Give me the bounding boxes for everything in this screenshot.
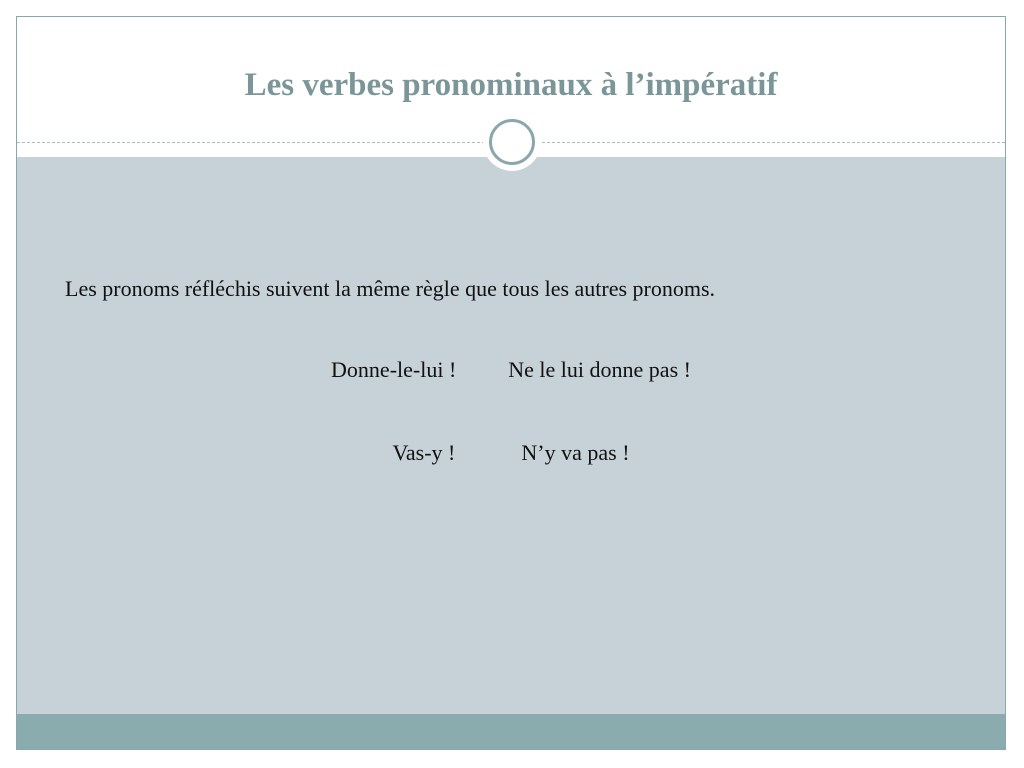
example-affirmative: Vas-y ! — [392, 440, 456, 465]
example-pair-1 — [17, 357, 1005, 383]
example-negative: Ne le lui donne pas ! — [508, 357, 691, 382]
example-pair-2 — [17, 440, 1005, 466]
slide-title: Les verbes pronominaux à l’impératif — [244, 67, 778, 103]
example-affirmative: Donne-le-lui ! — [331, 357, 457, 382]
footer-bar — [17, 714, 1005, 749]
example-negative: N’y va pas ! — [521, 440, 630, 465]
content-area — [17, 157, 1005, 716]
circle-ring-ornament-icon — [483, 113, 541, 171]
intro-text: Les pronoms réfléchis suivent la même règle que tous les autres pronoms. — [65, 276, 716, 301]
slide — [16, 16, 1006, 750]
ornament-ring — [489, 119, 535, 165]
